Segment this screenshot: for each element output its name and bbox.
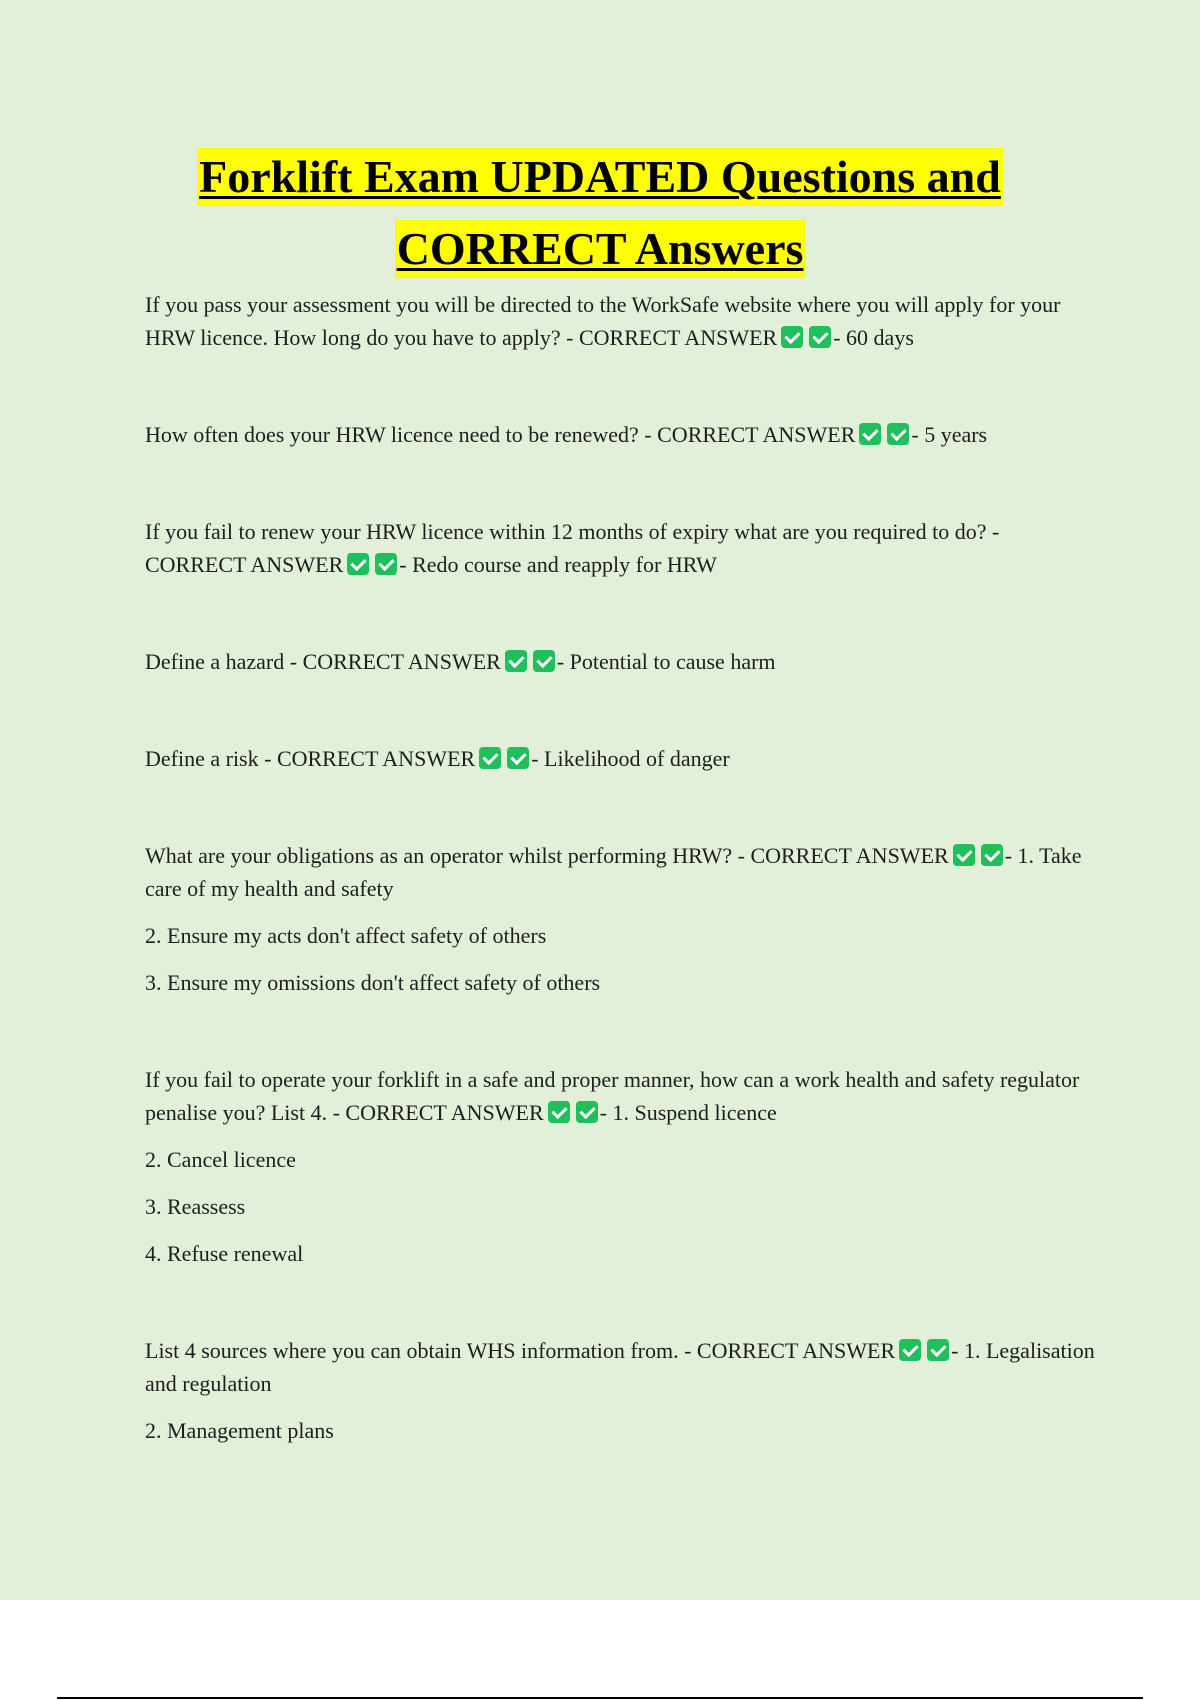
answer-list-item: 3. Reassess: [145, 1194, 246, 1219]
answer-list-item: 2. Cancel licence: [145, 1147, 296, 1172]
qa-item: [145, 515, 1095, 581]
answer-text: - 1. Suspend licence: [599, 1100, 777, 1125]
check-box-icon: [887, 423, 909, 445]
question-text: If you fail to operate your forklift in a safe and proper manner, how can a work health and safety regulator penalise you? List 4. - CORRECT ANSWER: [145, 1067, 1080, 1125]
question-text: Define a risk - CORRECT ANSWER: [145, 746, 476, 771]
check-box-icon: [505, 650, 527, 672]
answer-list-item: 3. Ensure my omissions don't affect safety of others: [145, 970, 601, 995]
question-line: [145, 645, 1095, 678]
question-line: [145, 1334, 1095, 1400]
question-text: What are your obligations as an operator whilst performing HRW? - CORRECT ANSWER: [145, 843, 949, 868]
answer-text: - 5 years: [911, 422, 988, 447]
question-text: How often does your HRW licence need to be renewed? - CORRECT ANSWER: [145, 422, 856, 447]
check-box-icon: [781, 326, 803, 348]
check-box-icon: [375, 553, 397, 575]
check-box-icon: [981, 844, 1003, 866]
qa-item: [145, 288, 1095, 354]
answer-text: - Redo course and reapply for HRW: [399, 552, 717, 577]
qa-list: [145, 288, 1095, 1511]
qa-item: [145, 839, 1095, 999]
question-line: [145, 1063, 1095, 1129]
answer-text: - 60 days: [833, 325, 914, 350]
qa-item: [145, 1063, 1095, 1270]
question-line: [145, 288, 1095, 354]
check-box-icon: [927, 1339, 949, 1361]
qa-item: [145, 645, 1095, 678]
check-box-icon: [953, 844, 975, 866]
question-line: [145, 839, 1095, 905]
check-box-icon: [548, 1101, 570, 1123]
qa-item: [145, 418, 1095, 451]
question-line: [145, 515, 1095, 581]
answer-list-item: 4. Refuse renewal: [145, 1241, 304, 1266]
question-text: If you fail to renew your HRW licence within 12 months of expiry what are you required to do? - CORRECT ANSWER: [145, 519, 1000, 577]
check-box-icon: [859, 423, 881, 445]
question-line: [145, 742, 1095, 775]
answer-list-item: 2. Ensure my acts don't affect safety of others: [145, 923, 547, 948]
check-box-icon: [809, 326, 831, 348]
check-box-icon: [576, 1101, 598, 1123]
question-text: If you pass your assessment you will be directed to the WorkSafe website where you will apply for your HRW licence. How long do you have to apply? - CORRECT ANSWER: [145, 292, 1061, 350]
qa-item: [145, 742, 1095, 775]
title-line-1: Forklift Exam UPDATED Questions and: [197, 148, 1003, 206]
title-line-2: CORRECT Answers: [395, 220, 806, 278]
answer-text: - 1. Legalisation and regulation: [145, 1338, 1095, 1396]
answer-text: - Likelihood of danger: [531, 746, 730, 771]
check-box-icon: [479, 747, 501, 769]
answer-text: - Potential to cause harm: [556, 649, 776, 674]
check-box-icon: [533, 650, 555, 672]
question-text: Define a hazard - CORRECT ANSWER: [145, 649, 501, 674]
answer-list-item: 2. Management plans: [145, 1418, 334, 1443]
footer-divider: [57, 1697, 1143, 1699]
check-box-icon: [347, 553, 369, 575]
check-box-icon: [507, 747, 529, 769]
qa-item: [145, 1334, 1095, 1447]
question-text: List 4 sources where you can obtain WHS information from. - CORRECT ANSWER: [145, 1338, 896, 1363]
check-box-icon: [899, 1339, 921, 1361]
answer-text: - 1. Take care of my health and safety: [145, 843, 1082, 901]
question-line: [145, 418, 1095, 451]
document-title: [0, 148, 1200, 292]
